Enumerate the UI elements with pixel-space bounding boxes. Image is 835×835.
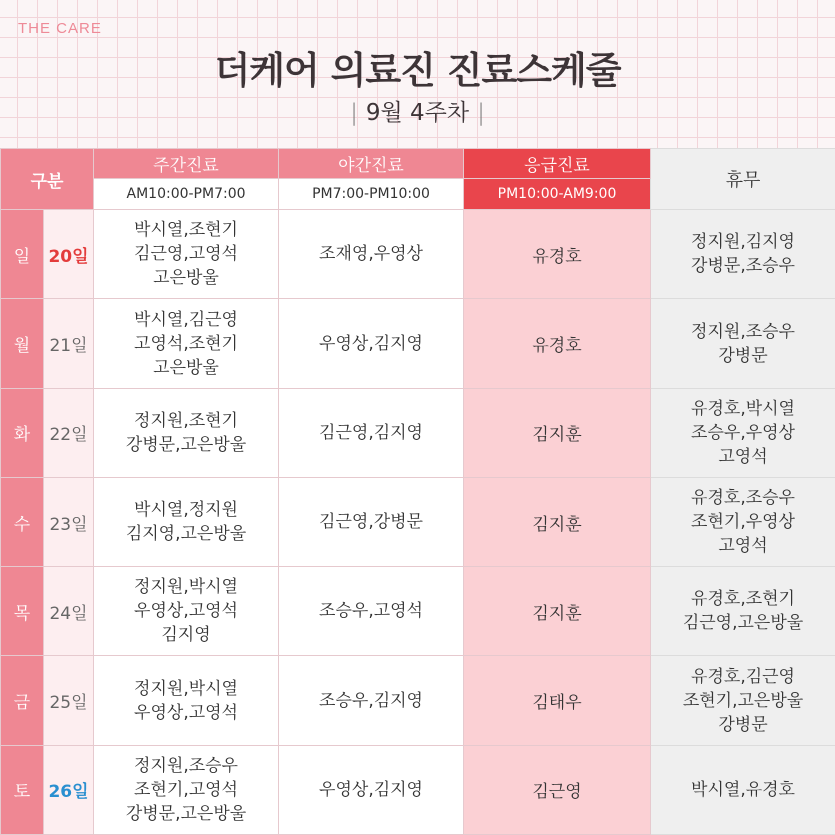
week-bar-right: |	[477, 100, 485, 126]
day-clinic-doctors: 박시열,정지원	[134, 500, 238, 521]
schedule-table	[0, 148, 835, 835]
off-doctors: 조현기,고은방울	[682, 690, 804, 711]
night-clinic-cell: 우영상,김지영	[279, 299, 464, 388]
off-cell	[651, 745, 835, 834]
off-doctors: 유경호,박시열	[691, 398, 795, 419]
off-doctors: 강병문,조승우	[691, 256, 795, 277]
week-label: 9월 4주차	[365, 100, 470, 126]
emergency-clinic-cell: 김태우	[464, 656, 651, 745]
schedule-row	[1, 388, 835, 477]
header-night-clinic: 야간진료	[279, 149, 464, 179]
weekday-cell: 일	[1, 210, 44, 299]
day-clinic-cell	[94, 210, 279, 299]
day-clinic-doctors: 강병문,고은방울	[125, 434, 247, 455]
emergency-clinic-cell: 유경호	[464, 210, 651, 299]
weekday-cell: 토	[1, 745, 44, 834]
day-clinic-doctors: 정지원,박시열	[134, 678, 238, 699]
weekday-cell: 월	[1, 299, 44, 388]
header-emergency-clinic: 응급진료	[464, 149, 651, 179]
day-clinic-doctors: 박시열,김근영	[134, 309, 238, 330]
header-gubun: 구분	[1, 149, 94, 210]
emergency-clinic-cell: 김지훈	[464, 388, 651, 477]
brand-logo-text: THE CARE	[18, 20, 102, 37]
week-bar-left: |	[350, 100, 358, 126]
off-doctors: 김근영,고은방울	[682, 613, 804, 634]
off-doctors: 조승우,우영상	[691, 422, 795, 443]
off-doctors: 조현기,우영상	[691, 512, 795, 533]
off-doctors: 강병문	[718, 714, 768, 735]
off-cell	[651, 567, 835, 656]
day-clinic-doctors: 우영상,고영석	[134, 601, 238, 622]
weekday-cell: 화	[1, 388, 44, 477]
day-clinic-doctors: 조현기,고영석	[134, 779, 238, 800]
weekday-cell: 금	[1, 656, 44, 745]
schedule-row	[1, 477, 835, 566]
day-clinic-cell	[94, 388, 279, 477]
schedule-row	[1, 567, 835, 656]
day-clinic-doctors: 김지영,고은방울	[125, 524, 247, 545]
schedule-row	[1, 745, 835, 834]
day-clinic-cell	[94, 656, 279, 745]
off-doctors: 고영석	[718, 536, 768, 557]
night-clinic-cell: 김근영,강병문	[279, 477, 464, 566]
night-clinic-cell: 김근영,김지영	[279, 388, 464, 477]
schedule-row	[1, 210, 835, 299]
day-clinic-doctors: 김지영	[161, 625, 211, 646]
day-clinic-doctors: 강병문,고은방울	[125, 803, 247, 824]
off-cell	[651, 299, 835, 388]
date-cell: 23일	[44, 477, 94, 566]
page-title: 더케어 의료진 진료스케줄	[214, 49, 621, 92]
off-cell	[651, 388, 835, 477]
day-clinic-cell	[94, 567, 279, 656]
off-doctors: 유경호,조승우	[691, 488, 795, 509]
off-cell	[651, 656, 835, 745]
emergency-clinic-time: PM10:00-AM9:00	[464, 179, 651, 210]
off-doctors: 유경호,김근영	[691, 666, 795, 687]
emergency-clinic-cell: 유경호	[464, 299, 651, 388]
schedule-row	[1, 656, 835, 745]
off-cell	[651, 477, 835, 566]
off-cell	[651, 210, 835, 299]
week-subtitle	[0, 94, 835, 127]
day-clinic-doctors: 정지원,조승우	[134, 755, 238, 776]
header-off: 휴무	[651, 149, 835, 210]
day-clinic-cell	[94, 745, 279, 834]
emergency-clinic-cell: 김근영	[464, 745, 651, 834]
header-row	[1, 149, 835, 179]
off-doctors: 정지원,김지영	[691, 232, 795, 253]
day-clinic-doctors: 박시열,조현기	[134, 220, 238, 241]
night-clinic-cell: 조승우,고영석	[279, 567, 464, 656]
off-doctors: 고영석	[718, 446, 768, 467]
day-clinic-doctors: 우영상,고영석	[134, 702, 238, 723]
day-clinic-doctors: 정지원,조현기	[134, 410, 238, 431]
day-clinic-time: AM10:00-PM7:00	[94, 179, 279, 210]
day-clinic-doctors: 정지원,박시열	[134, 577, 238, 598]
night-clinic-cell: 조재영,우영상	[279, 210, 464, 299]
off-doctors: 강병문	[718, 345, 768, 366]
date-cell: 21일	[44, 299, 94, 388]
day-clinic-doctors: 고은방울	[153, 268, 219, 289]
schedule-body	[1, 210, 835, 835]
date-cell: 25일	[44, 656, 94, 745]
date-cell: 20일	[44, 210, 94, 299]
header-day-clinic: 주간진료	[94, 149, 279, 179]
off-doctors: 정지원,조승우	[691, 321, 795, 342]
date-cell: 24일	[44, 567, 94, 656]
weekday-cell: 목	[1, 567, 44, 656]
day-clinic-cell	[94, 477, 279, 566]
night-clinic-time: PM7:00-PM10:00	[279, 179, 464, 210]
schedule-row	[1, 299, 835, 388]
off-doctors: 박시열,유경호	[691, 779, 795, 800]
date-cell: 22일	[44, 388, 94, 477]
day-clinic-doctors: 김근영,고영석	[134, 244, 238, 265]
off-doctors: 유경호,조현기	[691, 589, 795, 610]
day-clinic-doctors: 고영석,조현기	[134, 333, 238, 354]
day-clinic-doctors: 고은방울	[153, 357, 219, 378]
weekday-cell: 수	[1, 477, 44, 566]
night-clinic-cell: 우영상,김지영	[279, 745, 464, 834]
emergency-clinic-cell: 김지훈	[464, 477, 651, 566]
emergency-clinic-cell: 김지훈	[464, 567, 651, 656]
date-cell: 26일	[44, 745, 94, 834]
night-clinic-cell: 조승우,김지영	[279, 656, 464, 745]
day-clinic-cell	[94, 299, 279, 388]
